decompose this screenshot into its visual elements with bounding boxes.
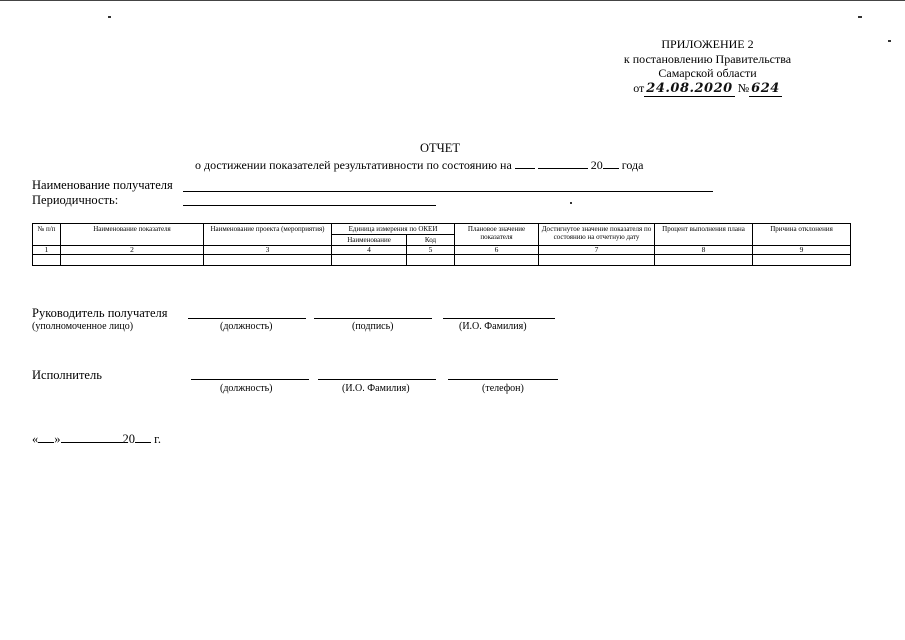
executor-position-caption: (должность) [220,383,273,394]
scan-speck [108,16,111,18]
column-number: 5 [407,246,455,255]
column-number: 6 [455,246,539,255]
column-number: 8 [655,246,753,255]
header-percent: Процент выполнения плана [655,224,753,246]
report-title: ОТЧЕТ [419,141,461,155]
head-label: Руководитель получателя [32,306,168,320]
column-number: 4 [332,246,407,255]
column-number: 3 [204,246,332,255]
date-year-suffix: г. [154,432,161,446]
appendix-block [600,37,815,97]
header-planned-value: Плановое значение показателя [455,224,539,246]
table-cell [655,255,753,266]
head-signature-line [314,318,432,319]
head-fio-caption: (И.О. Фамилия) [459,321,527,332]
appendix-line-3: Самарской области [658,66,757,80]
head-sublabel: (уполномоченное лицо) [32,321,134,332]
table-cell [539,255,655,266]
header-project-name: Наименование проекта (мероприятия) [204,224,332,246]
scan-speck [888,40,891,42]
head-position-line [188,318,306,319]
column-number: 7 [539,246,655,255]
header-reason: Причина отклонения [753,224,851,246]
recipient-name-line [183,191,713,192]
appendix-handwritten-date: 24.08.2020 [646,80,733,96]
appendix-line-1: ПРИЛОЖЕНИЕ 2 [661,37,754,51]
executor-fio-caption: (И.О. Фамилия) [342,383,410,394]
date-year-blank [135,432,151,443]
appendix-number-sign: № [737,80,750,95]
date-year-prefix: 20 [122,432,135,446]
report-subtitle-end: года [621,158,644,172]
column-number: 2 [61,246,204,255]
periodicity-label: Периодичность: [32,193,119,207]
report-year-prefix: 20 [590,158,603,172]
header-achieved-value: Достигнутое значение показателя по состоянию на отчетную дату [539,224,655,246]
head-signature-caption: (подпись) [352,321,394,332]
table-cell [407,255,455,266]
executor-label: Исполнитель [32,368,102,382]
year-blank [603,157,619,169]
recipient-name-label: Наименование получателя [32,178,173,192]
date-day-blank [38,432,54,443]
periodicity-line [183,205,436,206]
report-table [32,223,851,266]
day-blank [515,157,535,169]
date-close-quote: » [54,432,61,446]
scan-top-edge [0,0,905,1]
column-number: 1 [33,246,61,255]
table-column-numbers-row [33,246,851,255]
executor-fio-line [318,379,436,380]
date-open-quote: « [32,432,39,446]
executor-phone-caption: (телефон) [482,383,524,394]
header-num: № п/п [33,224,61,246]
head-fio-line [443,318,555,319]
executor-phone-line [448,379,558,380]
appendix-from-prefix: от [633,80,645,95]
table-header-row [33,224,851,235]
table-cell [204,255,332,266]
header-okei: Единица измерения по ОКЕИ [332,224,455,235]
table-cell [61,255,204,266]
appendix-date-number [600,81,815,97]
executor-position-line [191,379,309,380]
month-blank [538,157,588,169]
table-cell [33,255,61,266]
head-position-caption: (должность) [220,321,273,332]
header-okei-code: Код [407,235,455,246]
appendix-handwritten-number: 624 [751,80,780,96]
table-cell [332,255,407,266]
date-line [32,432,161,447]
scan-speck [858,16,862,18]
table-cell [753,255,851,266]
report-subtitle-text: о достижении показателей результативности по состоянию на [195,158,512,172]
table-empty-row [33,255,851,266]
table-cell [455,255,539,266]
header-indicator-name: Наименование показателя [61,224,204,246]
report-subtitle [195,157,644,173]
column-number: 9 [753,246,851,255]
scan-speck [570,202,572,204]
date-month-blank [61,432,123,443]
header-okei-name: Наименование [332,235,407,246]
appendix-line-2: к постановлению Правительства [623,51,792,66]
